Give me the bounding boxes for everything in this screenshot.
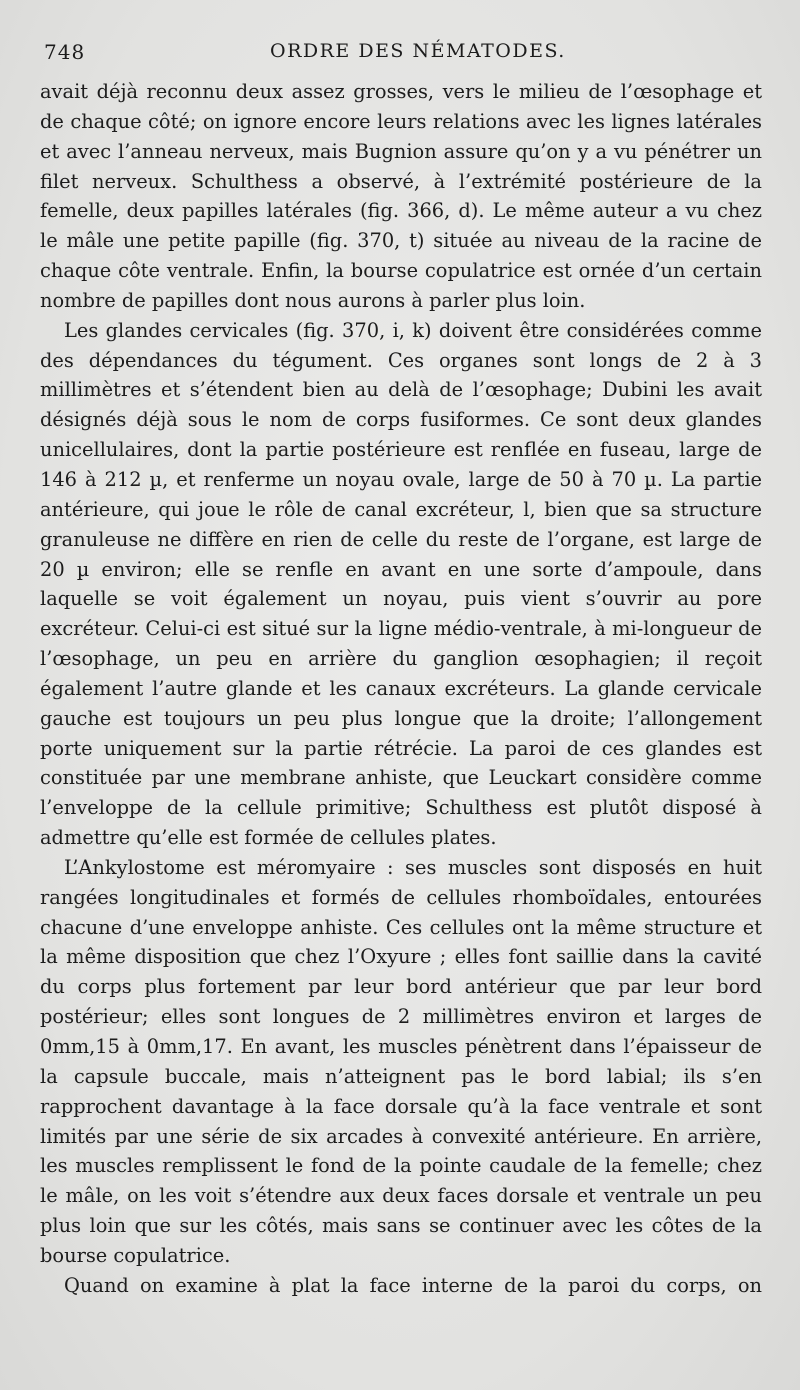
running-title: ORDRE DES NÉMATODES. [270,40,566,62]
body-text [40,77,762,1301]
paragraph: avait déjà reconnu deux assez grosses, vers le milieu de l’œsophage et de chaque côté; on ignore encore leurs relations avec les lignes latérales et avec l’anneau nerveux, mais Bugnion assure qu’on y a vu pénétrer un filet nerveux. Schulthess a observé, à l’extrémité postérieure de la femelle, deux papilles latérales (fig. 366, d). Le même auteur a vu chez le mâle une petite papille (fig. 370, t) située au niveau de la racine de chaque côte ventrale. Enfin, la bourse copulatrice est ornée d’un certain nombre de papilles dont nous aurons à parler plus loin. [40,80,762,312]
paragraph: L’Ankylostome est méromyaire : ses muscles sont disposés en huit rangées longitudinales et formés de cellules rhomboïdales, entourées chacune d’une enveloppe anhiste. Ces cellules ont la même structure et la même disposition que chez l’Oxyure ; elles font saillie dans la cavité du corps plus fortement par leur bord antérieur que par leur bord postérieur; elles sont longues de 2 millimètres environ et larges de 0mm,15 à 0mm,17. En avant, les muscles pénètrent dans l’épaisseur de la capsule buccale, mais n’atteignent pas le bord labial; ils s’en rapprochent davantage à la face dorsale qu’à la face ventrale et sont limités par une série de six arcades à convexité antérieure. En arrière, les muscles remplissent le fond de la pointe caudale de la femelle; chez le mâle, on les voit s’étendre aux deux faces dorsale et ventrale un peu plus loin que sur les côtés, mais sans se continuer avec les côtes de la bourse copulatrice. [40,855,762,1267]
page-header [44,40,760,70]
page-number: 748 [44,40,86,64]
paragraph: Quand on examine à plat la face interne de la paroi du corps, on [64,1273,762,1297]
paragraph: Les glandes cervicales (fig. 370, i, k) doivent être considérées comme des dépendances du tégument. Ces organes sont longs de 2 à 3 millimètres et s’étendent bien au delà de l’œsophage; Dubini les avait désignés déjà sous le nom de corps fusiformes. Ce sont deux glandes unicellulaires, dont la partie postérieure est renflée en fuseau, large de 146 à 212 µ, et renferme un noyau ovale, large de 50 à 70 µ. La partie antérieure, qui joue le rôle de canal excréteur, l, bien que sa structure granuleuse ne diffère en rien de celle du reste de l’organe, est large de 20 µ environ; elle se renfle en avant en une sorte d’ampoule, dans laquelle se voit également un noyau, puis vient s’ouvrir au pore excréteur. Celui-ci est situé sur la ligne médio-ventrale, à mi-longueur de l’œsophage, un peu en arrière du ganglion œsophagien; il reçoit également l’autre glande et les canaux excréteurs. La glande cervicale gauche est toujours un peu plus longue que la droite; l’allongement porte uniquement sur la partie rétrécie. La paroi de ces glandes est constituée par une membrane anhiste, que Leuckart considère comme l’enveloppe de la cellule primitive; Schulthess est plutôt disposé à admettre qu’elle est formée de cellules plates. [40,318,762,850]
